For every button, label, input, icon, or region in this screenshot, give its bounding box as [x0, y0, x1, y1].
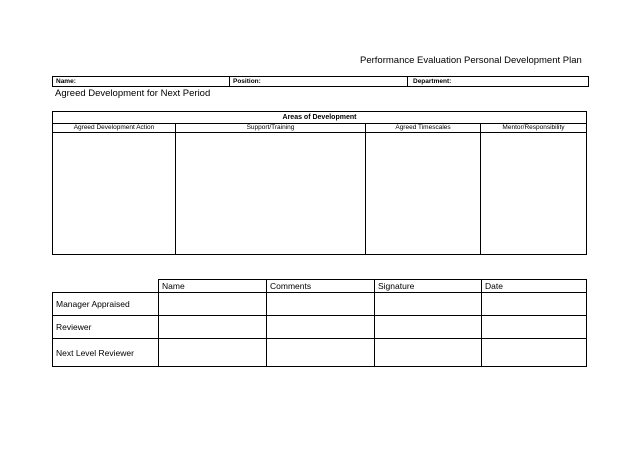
support-cell[interactable] — [176, 133, 366, 254]
column-header-support: Support/Training — [176, 124, 366, 132]
row-label-next-level-reviewer: Next Level Reviewer — [53, 339, 159, 367]
reviewer-date-cell[interactable] — [482, 316, 587, 339]
manager-date-cell[interactable] — [482, 293, 587, 316]
column-header-name: Name — [159, 280, 267, 293]
manager-signature-cell[interactable] — [375, 293, 482, 316]
name-field[interactable]: Name: — [53, 77, 230, 86]
section-title: Agreed Development for Next Period — [55, 88, 211, 99]
column-header-action: Agreed Development Action — [53, 124, 176, 132]
row-label-reviewer: Reviewer — [53, 316, 159, 339]
table-row — [53, 316, 587, 339]
areas-column-headers — [53, 124, 586, 133]
department-field[interactable]: Department: — [413, 78, 452, 85]
table-row — [53, 339, 587, 367]
position-field[interactable]: Position: — [230, 77, 408, 86]
row-label-manager: Manager Appraised — [53, 293, 159, 316]
employee-header — [52, 76, 589, 87]
next-level-name-cell[interactable] — [159, 339, 267, 367]
areas-of-development-table — [52, 111, 587, 255]
signoff-table — [52, 279, 587, 367]
column-header-comments: Comments — [267, 280, 375, 293]
blank-corner — [53, 280, 159, 293]
column-header-date: Date — [482, 280, 587, 293]
manager-comments-cell[interactable] — [267, 293, 375, 316]
manager-name-cell[interactable] — [159, 293, 267, 316]
column-header-signature: Signature — [375, 280, 482, 293]
areas-title: Areas of Development — [53, 112, 586, 124]
column-header-mentor: Mentor/Responsibility — [502, 124, 565, 131]
timescales-cell[interactable] — [366, 133, 481, 254]
next-level-date-cell[interactable] — [482, 339, 587, 367]
next-level-signature-cell[interactable] — [375, 339, 482, 367]
areas-body — [53, 133, 586, 254]
signoff-header-row — [53, 280, 587, 293]
column-header-timescales: Agreed Timescales — [366, 124, 481, 132]
mentor-cell[interactable] — [481, 133, 586, 254]
table-row — [53, 293, 587, 316]
next-level-comments-cell[interactable] — [267, 339, 375, 367]
action-cell[interactable] — [53, 133, 176, 254]
reviewer-name-cell[interactable] — [159, 316, 267, 339]
reviewer-signature-cell[interactable] — [375, 316, 482, 339]
reviewer-comments-cell[interactable] — [267, 316, 375, 339]
document-title: Performance Evaluation Personal Development Plan — [360, 55, 582, 66]
